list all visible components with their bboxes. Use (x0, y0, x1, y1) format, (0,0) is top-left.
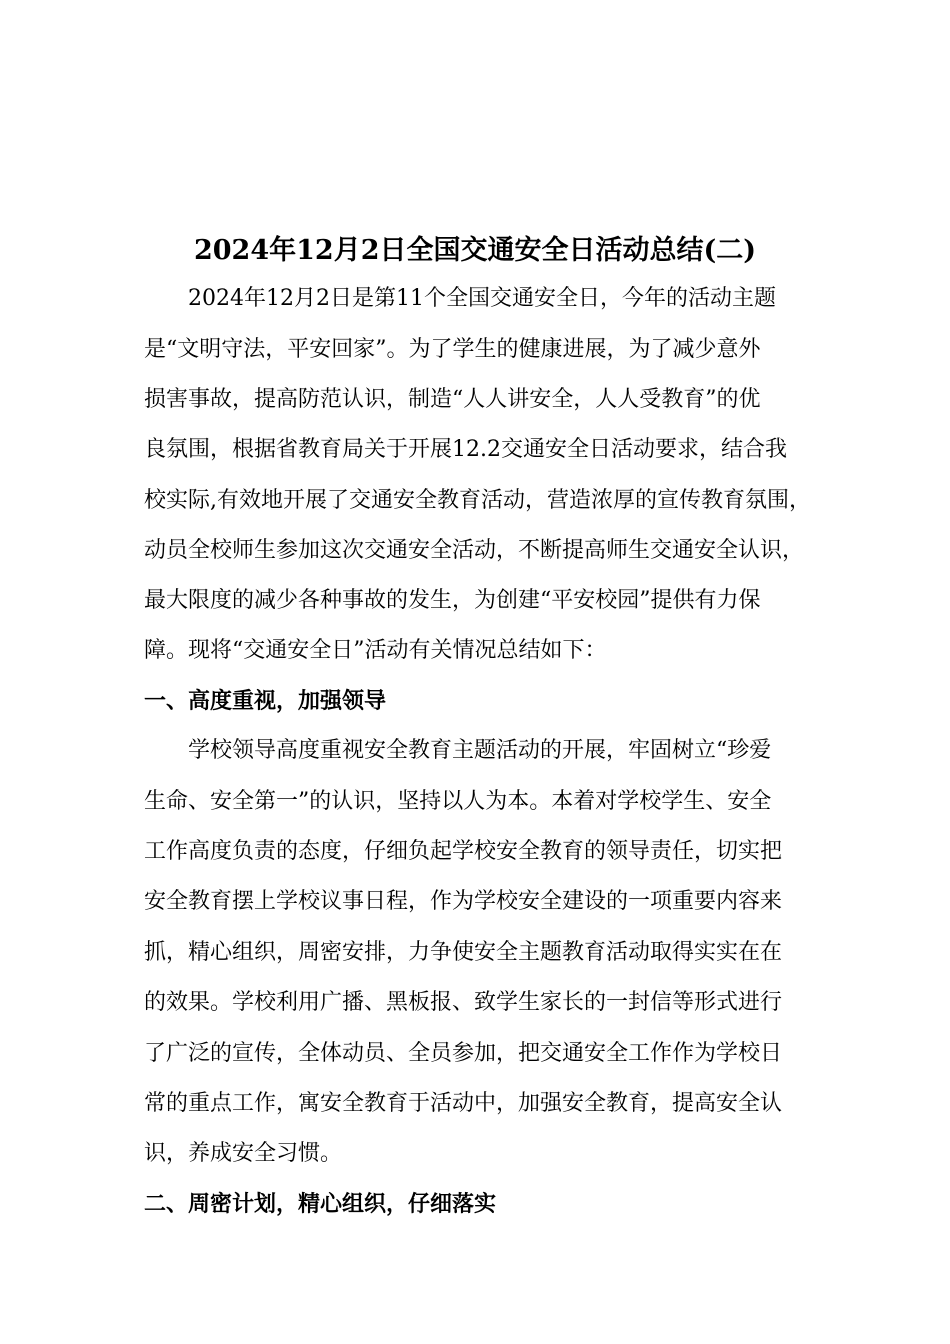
section-heading: 二、周密计划，精心组织，仔细落实 (144, 1191, 497, 1217)
paragraph-line: 识，养成安全习惯。 (144, 1141, 343, 1166)
paragraph-line: 学校领导高度重视安全教育主题活动的开展，牢固树立“珍爱 (188, 738, 772, 763)
document-title: 2024年12月2日全国交通安全日活动总结(二) (193, 235, 757, 266)
paragraph-line: 2024年12月2日是第11个全国交通安全日，今年的活动主题 (188, 286, 776, 311)
paragraph-line: 安全教育摆上学校议事日程，作为学校安全建设的一项重要内容来 (144, 889, 783, 914)
paragraph-line: 是“文明守法，平安回家”。为了学生的健康进展，为了减少意外 (144, 337, 761, 362)
paragraph-line: 生命、安全第一”的认识，坚持以人为本。本着对学校学生、安全 (144, 789, 772, 814)
paragraph-line: 常的重点工作，寓安全教育于活动中，加强安全教育，提高安全认 (144, 1091, 783, 1116)
paragraph-line: 损害事故，提高防范认识，制造“人人讲安全，人人受教育”的优 (144, 387, 761, 412)
paragraph-line: 了广泛的宣传，全体动员、全员参加，把交通安全工作作为学校日 (144, 1041, 783, 1066)
paragraph-line: 良氛围，根据省教育局关于开展12.2交通安全日活动要求，结合我 (144, 437, 787, 462)
paragraph-line: 抓，精心组织，周密安排，力争使安全主题教育活动取得实实在在 (144, 940, 783, 965)
paragraph-line: 障。现将“交通安全日”活动有关情况总结如下： (144, 638, 607, 663)
paragraph-line: 工作高度负责的态度，仔细负起学校安全教育的领导责任，切实把 (144, 839, 783, 864)
paragraph-line: 校实际,有效地开展了交通安全教育活动，营造浓厚的宣传教育氛围， (144, 488, 811, 513)
paragraph-line: 的效果。学校利用广播、黑板报、致学生家长的一封信等形式进行 (144, 990, 783, 1015)
paragraph-line: 最大限度的减少各种事故的发生，为创建“平安校园”提供有力保 (144, 588, 761, 613)
paragraph-line: 动员全校师生参加这次交通安全活动，不断提高师生交通安全认识， (144, 538, 805, 563)
section-heading: 一、高度重视，加强领导 (144, 688, 387, 714)
